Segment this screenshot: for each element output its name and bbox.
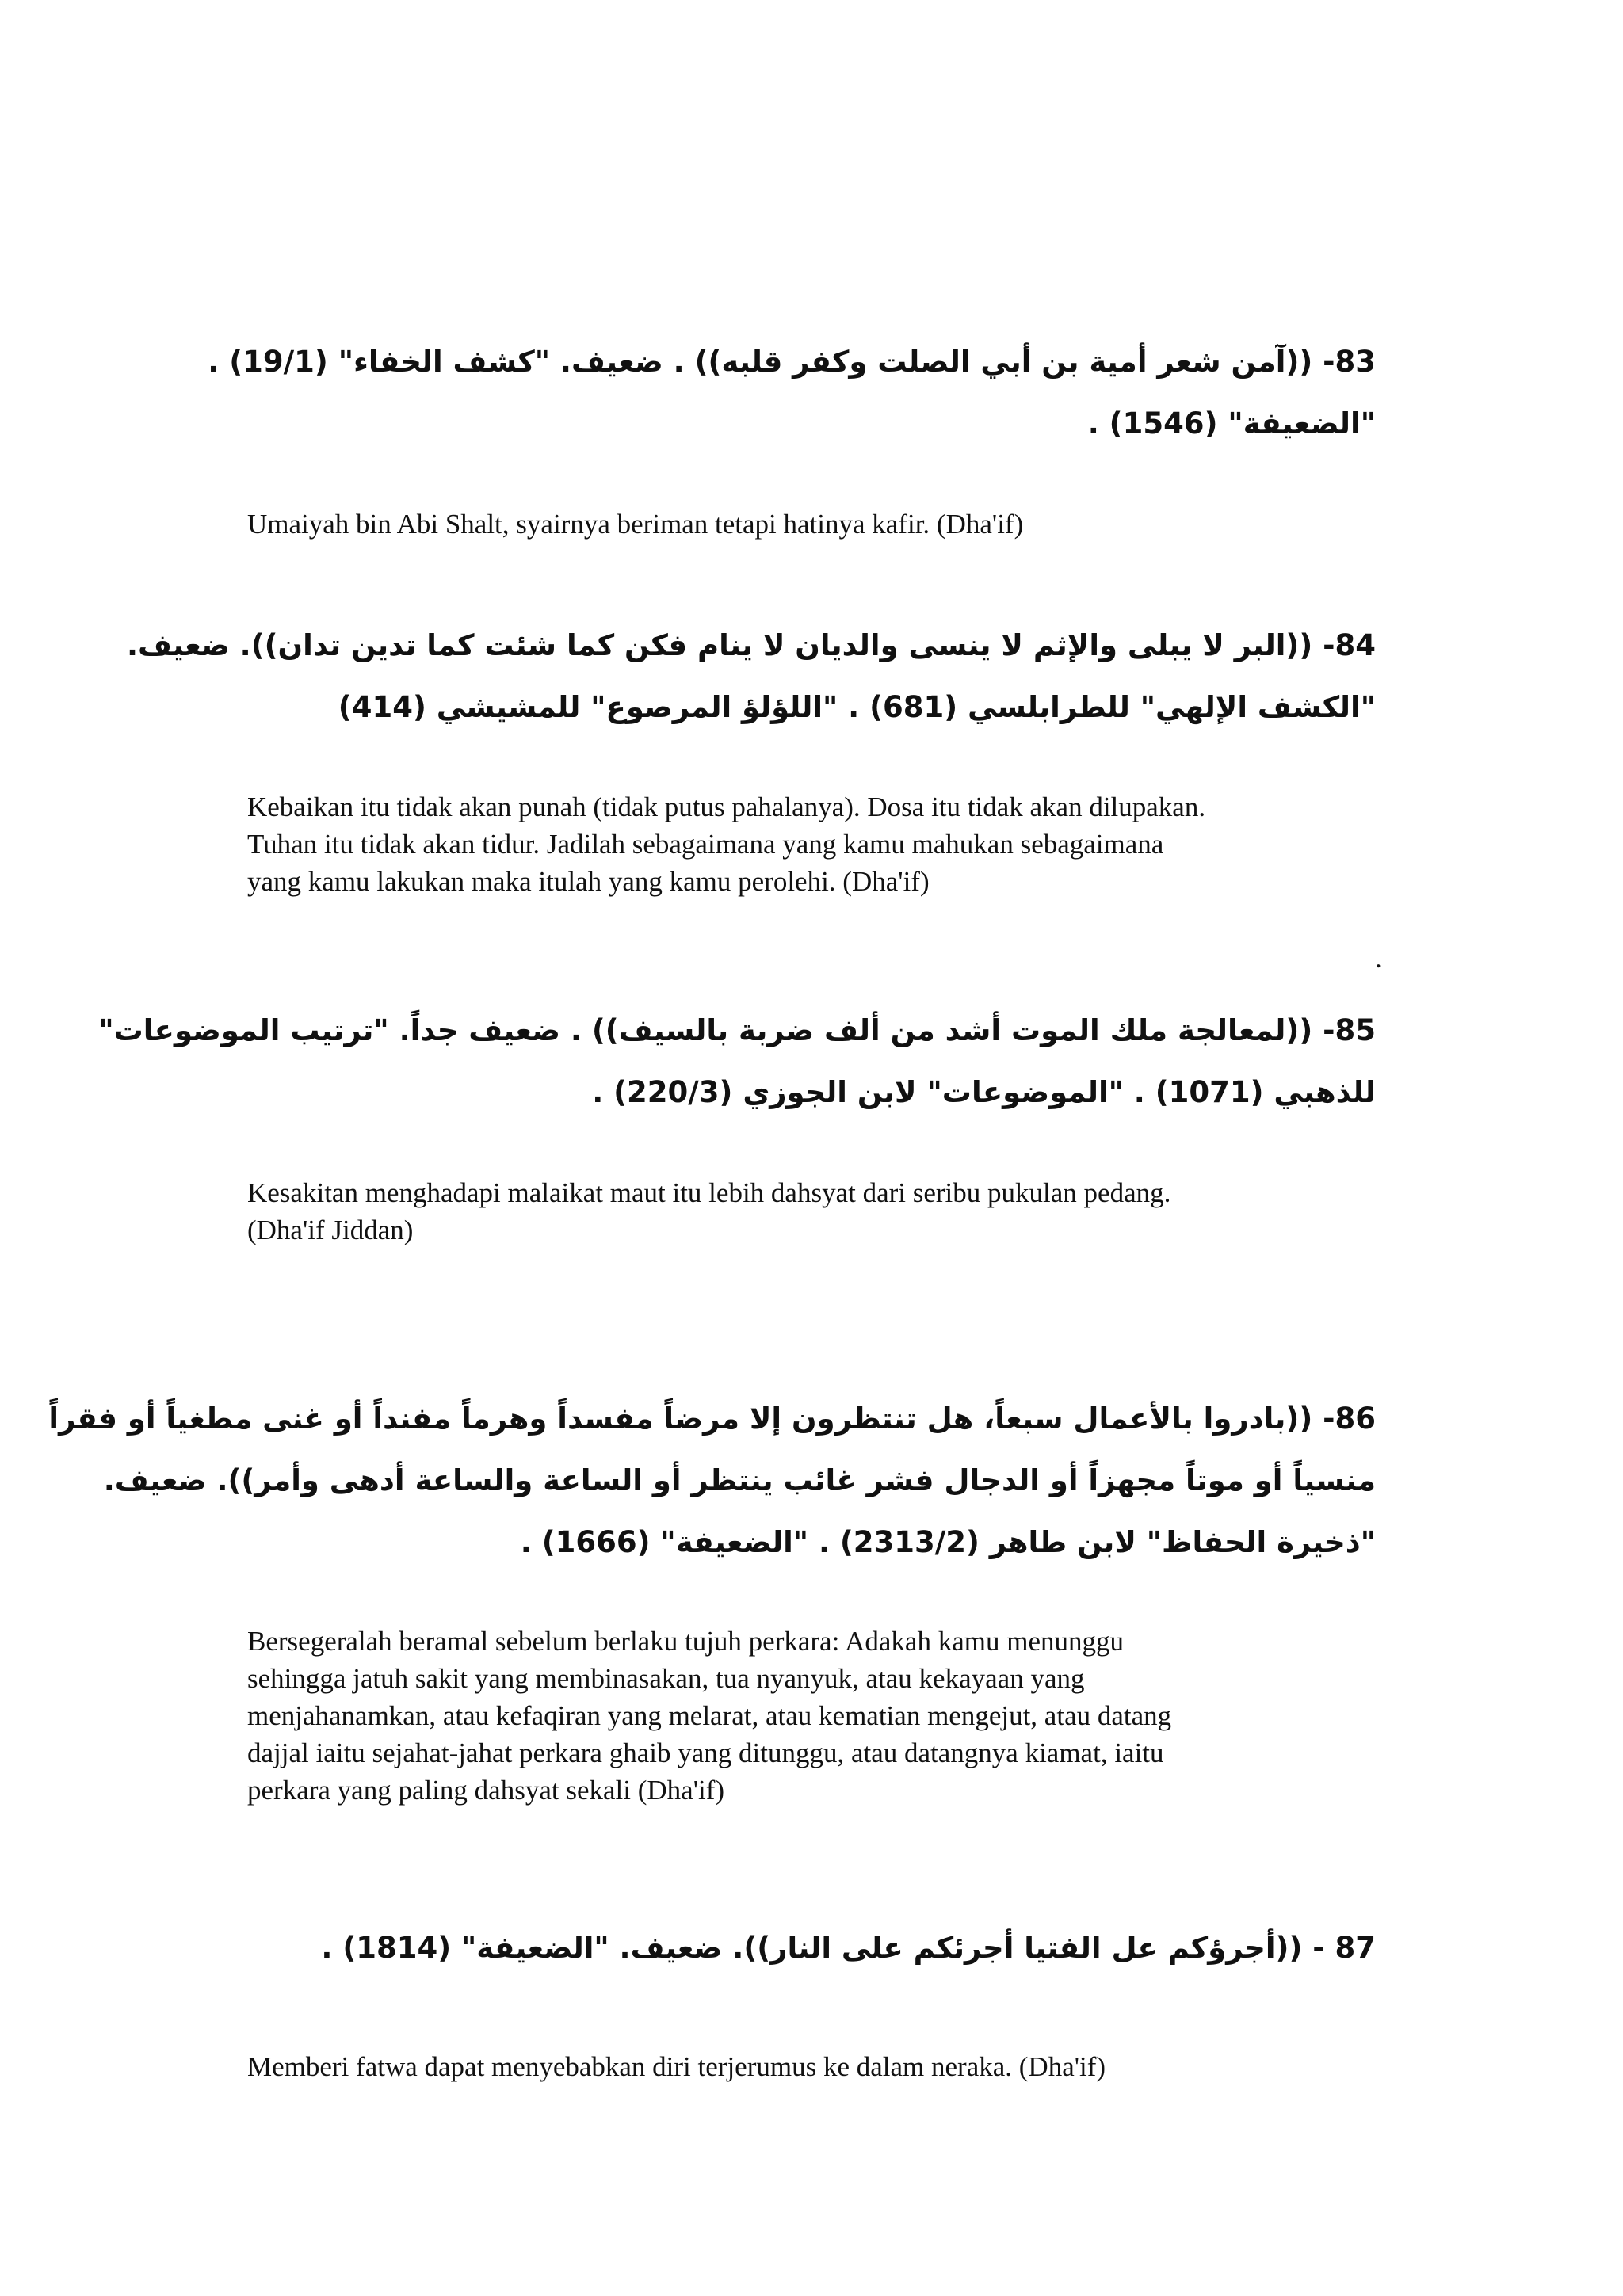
hadith-85-translation: Kesakitan menghadapi malaikat maut itu lebih dahsyat dari seribu pukulan pedang. (Dha'if Jiddan)	[247, 1177, 1171, 1245]
hadith-87-arabic-line-1: 87 - ((أجرؤكم عل الفتيا أجرئكم على النار)). ضعيف. "الضعيفة" (1814) .	[321, 1931, 1376, 1965]
hadith-83-arabic-line-2: "الضعيفة" (1546) .	[1087, 406, 1376, 441]
hadith-85-arabic-line-1: 85- ((لمعالجة ملك الموت أشد من ألف ضربة بالسيف)) . ضعيف جداً. "ترتيب الموضوعات"	[98, 1013, 1376, 1047]
hadith-85-arabic	[98, 1000, 1376, 1123]
hadith-83-arabic	[208, 331, 1376, 455]
hadith-84-arabic-line-1: 84- ((البر لا يبلى والإثم لا ينسى والديان لا ينام فكن كما شئت كما تدين تدان)). ضعيف.	[126, 628, 1376, 662]
hadith-83-arabic-line-1: 83- ((آمن شعر أمية بن أبي الصلت وكفر قلبه)) . ضعيف. "كشف الخفاء" (19/1) .	[208, 345, 1376, 379]
hadith-86-arabic	[48, 1388, 1376, 1573]
hadith-83-translation: Umaiyah bin Abi Shalt, syairnya beriman tetapi hatinya kafir. (Dha'if)	[247, 509, 1024, 540]
hadith-86-arabic-line-1: 86- ((بادروا بالأعمال سبعاً، هل تنتظرون إلا مرضاً مفسداً وهرماً مفنداً أو غنى مطغياً أو فقراً	[48, 1402, 1376, 1436]
stray-period-mark: .	[1375, 943, 1382, 974]
hadith-86-arabic-line-3: "ذخيرة الحفاظ" لابن طاهر (2313/2) . "الضعيفة" (1666) .	[520, 1525, 1376, 1559]
hadith-84-arabic	[126, 615, 1376, 738]
hadith-84-translation: Kebaikan itu tidak akan punah (tidak putus pahalanya). Dosa itu tidak akan dilupakan. Tuhan itu tidak akan tidur. Jadilah sebagaimana yang kamu mahukan sebagaimana yang kamu lakukan maka itulah yang kamu perolehi. (Dha'if)	[247, 791, 1206, 897]
hadith-84-arabic-line-2: "الكشف الإلهي" للطرابلسي (681) . "اللؤلؤ المرصوع" للمشيشي (414)	[338, 690, 1376, 724]
hadith-85-arabic-line-2: للذهبي (1071) . "الموضوعات" لابن الجوزي (220/3) .	[592, 1075, 1376, 1109]
hadith-87-translation: Memberi fatwa dapat menyebabkan diri terjerumus ke dalam neraka. (Dha'if)	[247, 2051, 1106, 2082]
hadith-86-arabic-line-2: منسياً أو موتاً مجهزاً أو الدجال فشر غائب ينتظر أو الساعة والساعة أدهى وأمر)). ضعيف.	[103, 1463, 1376, 1497]
hadith-86-translation: Bersegeralah beramal sebelum berlaku tujuh perkara: Adakah kamu menunggu sehingga jatuh sakit yang membinasakan, tua nyanyuk, atau kekayaan yang menjahanamkan, atau kefaqiran yang melarat, atau kematian mengejut, atau datang dajjal iaitu sejahat-jahat perkara ghaib yang ditunggu, atau datangnya kiamat, iaitu perkara yang paling dahsyat sekali (Dha'if)	[247, 1626, 1172, 1806]
hadith-87-arabic	[250, 1917, 1376, 1979]
